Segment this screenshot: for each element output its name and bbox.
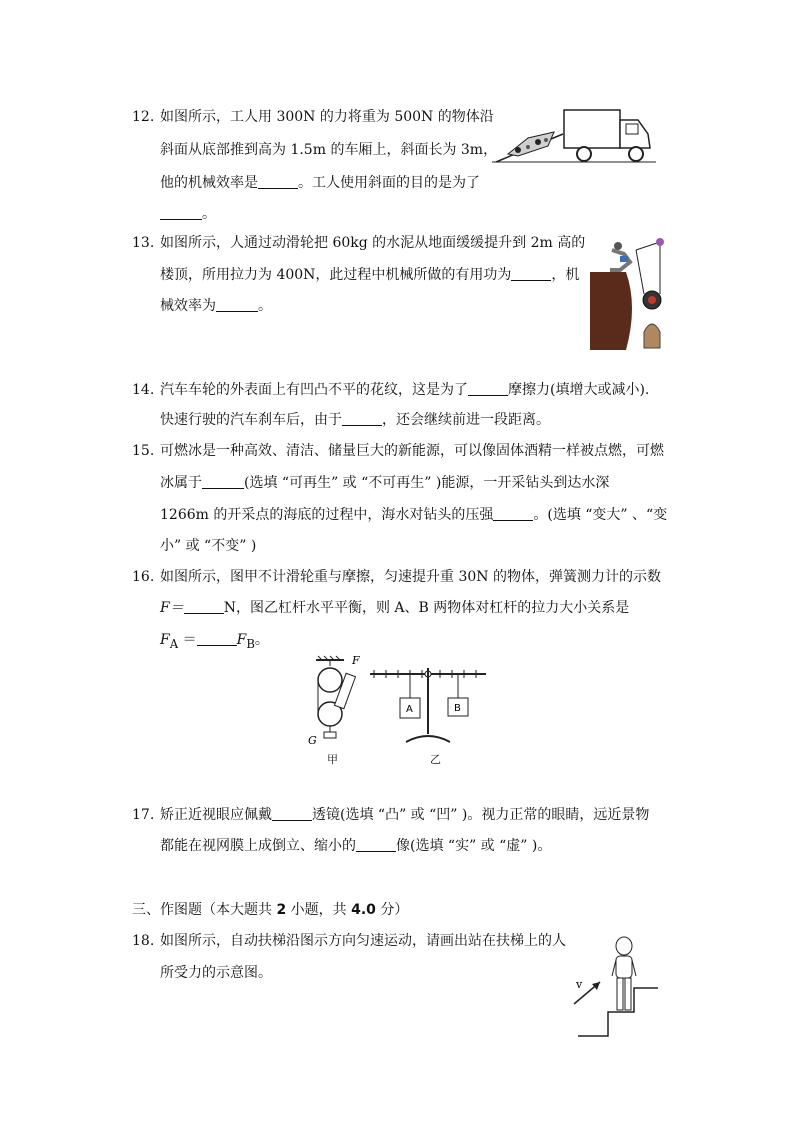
question-text: 小” 或 “不变” )	[160, 538, 257, 554]
lever-balance-figure	[366, 660, 490, 746]
question-text: 汽车车轮的外表面上有凹凸不平的花纹，这是为了 摩擦力(填增大或减小).	[160, 382, 650, 398]
answer-blank[interactable]	[184, 599, 224, 614]
question-text: 1266m 的开采点的海底的过程中，海水对钻头的压强 。(选填 “变大” 、“变	[160, 507, 668, 523]
question-text: 都能在视网膜上成倒立、缩小的 像(选填 “实” 或 “虚” )。	[160, 838, 552, 854]
block-B-label: B	[454, 703, 461, 714]
question-text: 他的机械效率是 。工人使用斜面的目的是为了	[160, 175, 480, 191]
question-text: $F_A = F_B$。	[160, 632, 269, 651]
truck-incline-figure	[488, 104, 660, 170]
escalator-person-figure	[568, 930, 660, 1038]
answer-blank[interactable]	[160, 205, 202, 220]
question-number: 16.	[132, 569, 155, 585]
question-number: 15.	[132, 443, 155, 459]
pulley-building-figure	[590, 236, 670, 352]
label-G: G	[308, 734, 317, 747]
answer-blank[interactable]	[197, 631, 237, 646]
answer-blank[interactable]	[258, 174, 298, 189]
question-text: 矫正近视眼应佩戴 透镜(选填 “凸” 或 “凹” )。视力正常的眼睛，远近景物	[160, 807, 650, 823]
caption-jia: 甲	[327, 753, 338, 766]
question-number: 12.	[132, 109, 155, 125]
question-text: 如图所示，人通过动滑轮把 60kg 的水泥从地面缓缓提升到 2m 高的	[160, 235, 586, 251]
question-number: 13.	[132, 235, 155, 251]
question-text: 可燃冰是一种高效、清洁、储量巨大的新能源，可以像固体酒精一样被点燃，可燃	[160, 443, 664, 459]
question-number: 17.	[132, 807, 155, 823]
question-number: 14.	[132, 382, 155, 398]
answer-blank[interactable]	[511, 266, 551, 281]
pulley-spring-scale-figure	[300, 652, 370, 750]
question-text: 斜面从底部推到高为 1.5m 的车厢上，斜面长为 3m，	[160, 142, 498, 158]
question-text: F＝ N，图乙杠杆水平平衡，则 A、B 两物体对杠杆的拉力大小关系是	[160, 600, 630, 616]
question-text: 冰属于 (选填 “可再生” 或 “不可再生” )能源，一开采钻头到达水深	[160, 475, 610, 491]
answer-blank[interactable]	[216, 297, 258, 312]
label-F: F	[352, 654, 360, 667]
answer-blank[interactable]	[202, 474, 244, 489]
question-text: 如图所示，图甲不计滑轮重与摩擦，匀速提升重 30N 的物体，弹簧测力计的示数	[160, 569, 661, 585]
block-A-label: A	[406, 704, 413, 715]
question-text: 如图所示，自动扶梯沿图示方向匀速运动，请画出站在扶梯上的人	[160, 933, 566, 949]
question-text: 所受力的示意图。	[160, 965, 272, 981]
caption-yi: 乙	[430, 753, 441, 766]
question-text: 如图所示，工人用 300N 的力将重为 500N 的物体沿	[160, 109, 494, 125]
answer-blank[interactable]	[356, 837, 396, 852]
answer-blank[interactable]	[272, 806, 312, 821]
answer-blank[interactable]	[493, 506, 533, 521]
answer-blank[interactable]	[342, 411, 382, 426]
question-number: 18.	[132, 933, 155, 949]
question-text: 械效率为 。	[160, 298, 272, 314]
question-text: 快速行驶的汽车刹车后，由于 ，还会继续前进一段距离。	[160, 412, 550, 428]
answer-blank[interactable]	[468, 381, 508, 396]
section-heading: 三、作图题（本大题共 2 小题，共 4.0 分）	[132, 902, 409, 918]
question-text: 。	[160, 204, 216, 224]
velocity-label: v	[576, 978, 583, 991]
question-text: 楼顶，所用拉力为 400N，此过程中机械所做的有用功为 ，机	[160, 267, 580, 283]
